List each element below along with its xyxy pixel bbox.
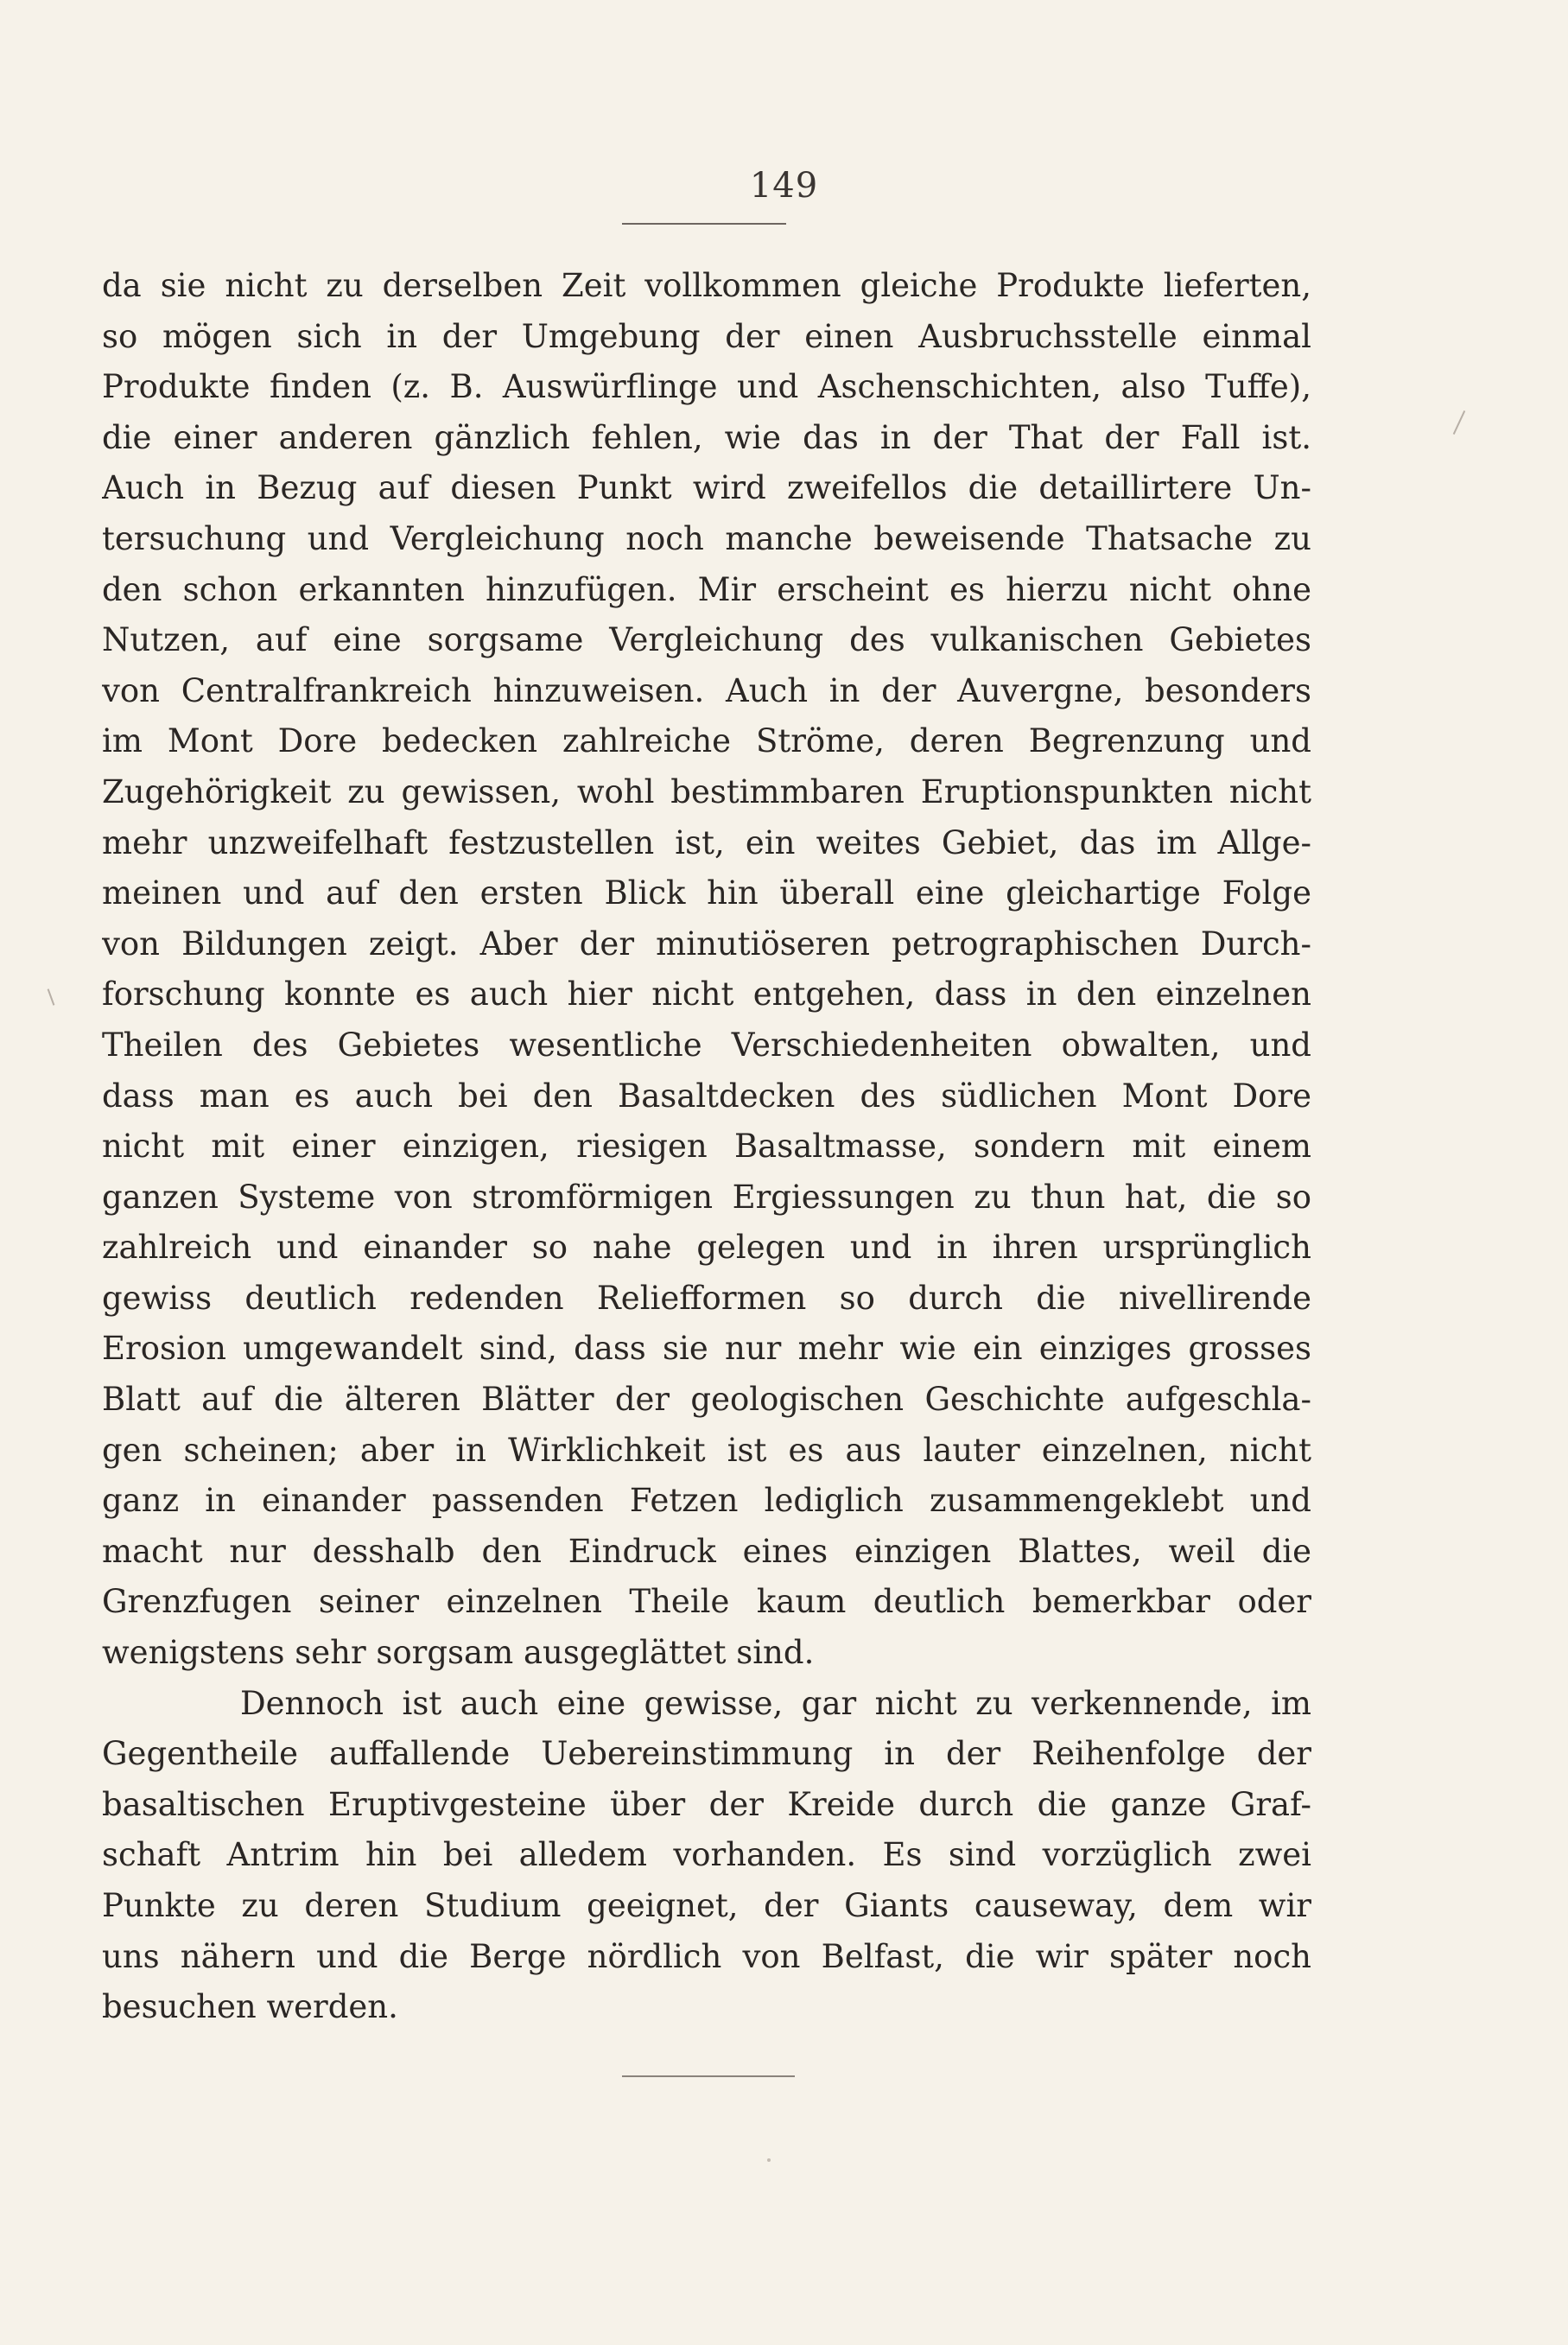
text-line: den schon erkannten hinzufügen. Mir erscheint es hierzu nicht ohne <box>102 570 1311 608</box>
text-line: tersuchung und Vergleichung noch manche beweisende Thatsache zu <box>102 519 1311 557</box>
text-line: gewiss deutlich redenden Reliefformen so durch die nivellirende <box>102 1279 1311 1317</box>
text-line: Auch in Bezug auf diesen Punkt wird zweifellos die detaillirtere Un- <box>102 469 1311 507</box>
text-line: nicht mit einer einzigen, riesigen Basaltmasse, sondern mit einem <box>102 1128 1311 1166</box>
text-line: Zugehörigkeit zu gewissen, wohl bestimmbaren Eruptionspunkten nicht <box>102 772 1311 810</box>
text-line: Gegentheile auffallende Uebereinstimmung in der Reihenfolge der <box>102 1735 1311 1773</box>
text-line: Dennoch ist auch eine gewisse, gar nicht zu verkennende, im <box>240 1684 1311 1722</box>
header-rule <box>622 223 786 225</box>
text-line: Theilen des Gebietes wesentliche Verschiedenheiten obwalten, und <box>102 1026 1311 1064</box>
text-line: mehr unzweifelhaft festzustellen ist, ein weites Gebiet, das im Allge- <box>102 823 1311 861</box>
text-line: Erosion umgewandelt sind, dass sie nur mehr wie ein einziges grosses <box>102 1330 1311 1368</box>
text-line: besuchen werden. <box>102 1988 398 2026</box>
text-line: schaft Antrim hin bei alledem vorhanden. Es sind vorzüglich zwei <box>102 1836 1311 1874</box>
text-line: basaltischen Eruptivgesteine über der Kreide durch die ganze Graf- <box>102 1785 1311 1823</box>
paragraph-1 <box>102 261 1311 1679</box>
text-line: gen scheinen; aber in Wirklichkeit ist es aus lauter einzelnen, nicht <box>102 1431 1311 1469</box>
text-line: Blatt auf die älteren Blätter der geologischen Geschichte aufgeschla- <box>102 1381 1311 1419</box>
body-text <box>102 261 1311 2033</box>
text-line: uns nähern und die Berge nördlich von Belfast, die wir später noch <box>102 1937 1311 1975</box>
text-line: Grenzfugen seiner einzelnen Theile kaum deutlich bemerkbar oder <box>102 1583 1311 1621</box>
text-line: forschung konnte es auch hier nicht entgehen, dass in den einzelnen <box>102 975 1311 1014</box>
text-line: so mögen sich in der Umgebung der einen Ausbruchsstelle einmal <box>102 317 1311 355</box>
text-line: ganzen Systeme von stromförmigen Ergiessungen zu thun hat, die so <box>102 1178 1311 1216</box>
margin-tick-mark <box>48 988 55 1005</box>
text-line: macht nur desshalb den Eindruck eines einzigen Blattes, weil die <box>102 1532 1311 1570</box>
text-line: meinen und auf den ersten Blick hin überall eine gleichartige Folge <box>102 874 1311 912</box>
text-line: Produkte finden (z. B. Auswürflinge und Aschenschichten, also Tuffe), <box>102 368 1311 406</box>
margin-pencil-mark <box>1453 410 1465 435</box>
text-line: zahlreich und einander so nahe gelegen und in ihren ursprünglich <box>102 1229 1311 1267</box>
paper-speck <box>767 2158 771 2162</box>
text-line: da sie nicht zu derselben Zeit vollkommen gleiche Produkte lieferten, <box>102 267 1311 304</box>
text-line: Punkte zu deren Studium geeignet, der Giants causeway, dem wir <box>102 1887 1311 1924</box>
section-end-rule <box>622 2075 795 2077</box>
text-line: im Mont Dore bedecken zahlreiche Ströme, deren Begrenzung und <box>102 722 1311 760</box>
text-line: die einer anderen gänzlich fehlen, wie das in der That der Fall ist. <box>102 418 1311 456</box>
text-line: dass man es auch bei den Basaltdecken des südlichen Mont Dore <box>102 1077 1311 1115</box>
page-number: 149 <box>749 166 819 206</box>
text-line: von Bildungen zeigt. Aber der minutiöseren petrographischen Durch- <box>102 925 1311 963</box>
text-line: Nutzen, auf eine sorgsame Vergleichung des vulkanischen Gebietes <box>102 621 1311 659</box>
paragraph-2 <box>102 1679 1311 2033</box>
text-line: ganz in einander passenden Fetzen lediglich zusammengeklebt und <box>102 1482 1311 1520</box>
text-line: von Centralfrankreich hinzuweisen. Auch in der Auvergne, besonders <box>102 671 1311 709</box>
text-line: wenigstens sehr sorgsam ausgeglättet sind. <box>102 1634 815 1672</box>
